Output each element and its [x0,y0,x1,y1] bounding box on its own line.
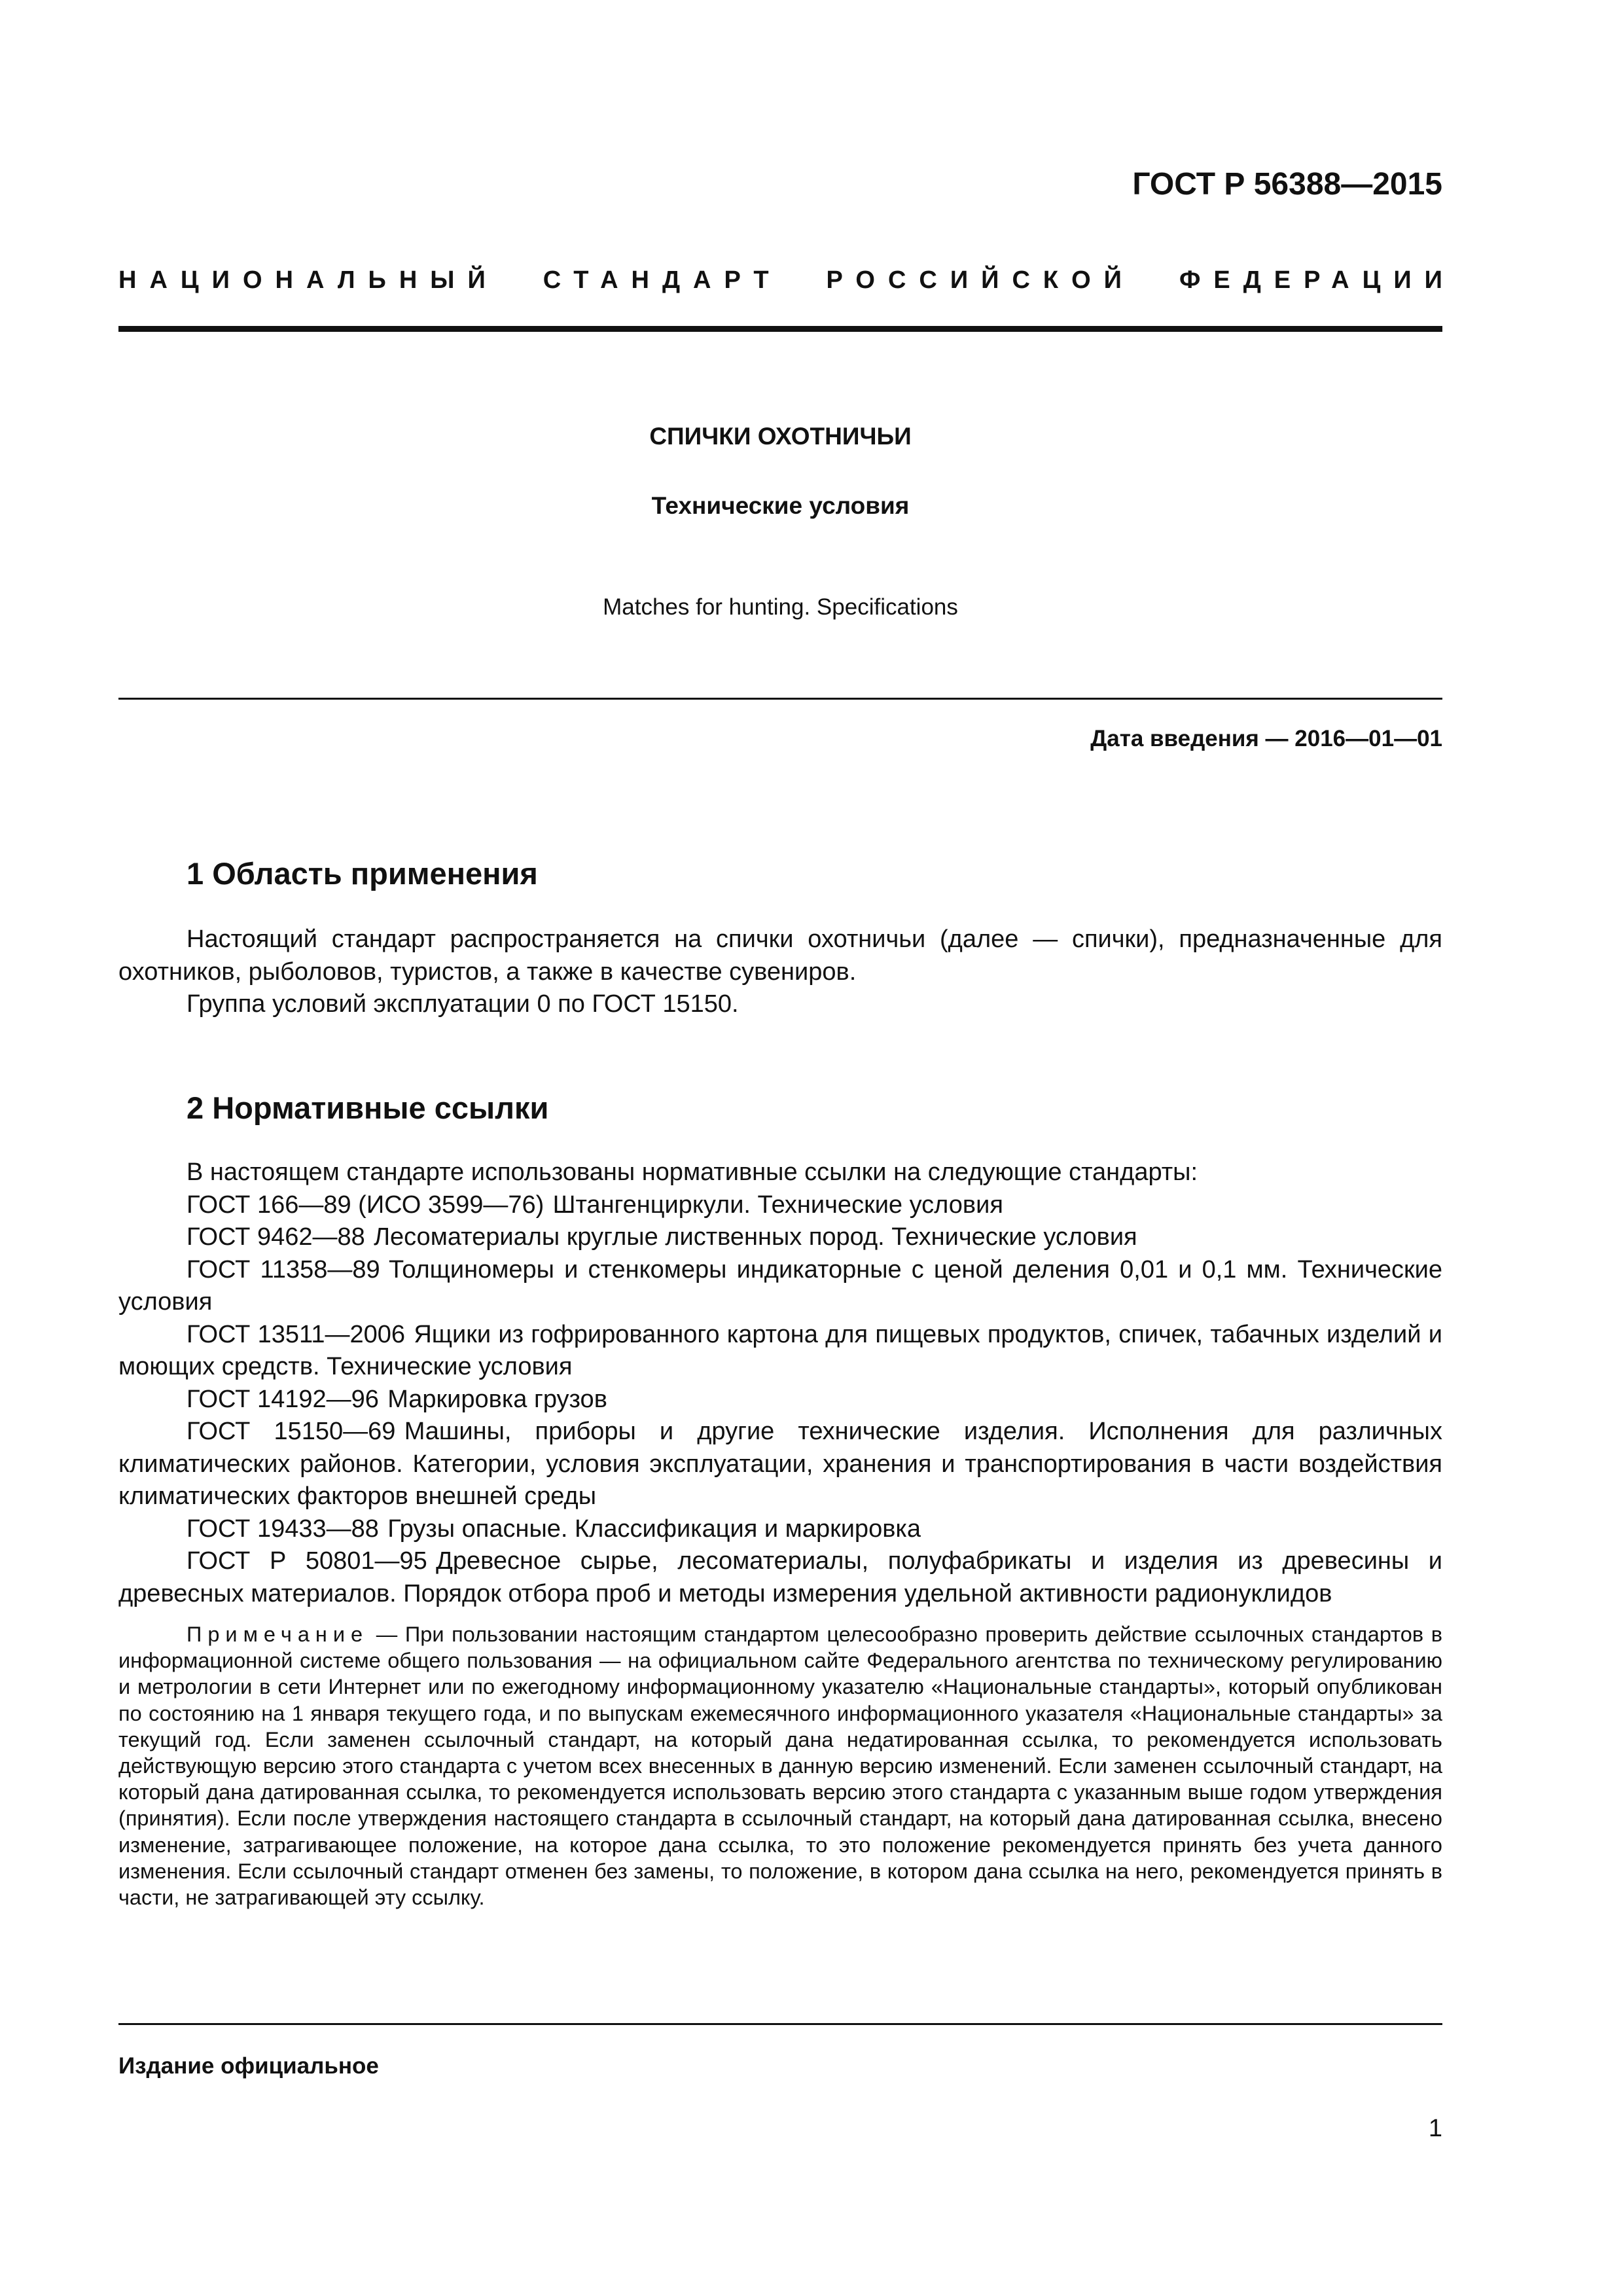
banner-word-4: ФЕДЕРАЦИИ [1179,266,1455,294]
reference-item [118,1254,1442,1319]
reference-item [118,1513,1442,1546]
section-1-body [118,924,1442,1021]
banner-word-1: НАЦИОНАЛЬНЫЙ [118,266,499,294]
header-divider [118,326,1442,332]
reference-code: ГОСТ 13511—2006 [187,1320,406,1348]
english-title: Matches for hunting. Specifications [603,594,958,620]
section-1-heading: 1 Область применения [187,856,538,891]
national-standard-banner [118,266,1455,295]
reference-code: ГОСТ 15150—69 [187,1418,396,1445]
edition-label: Издание официальное [118,2053,379,2079]
reference-code: ГОСТ 11358—89 [187,1255,380,1283]
reference-item [118,1221,1442,1254]
note-block [118,1621,1442,1910]
introduction-date: Дата введения — 2016—01—01 [1090,726,1442,751]
footer-divider [118,2023,1442,2025]
section-2-intro: В настоящем стандарте использованы нормативные ссылки на следующие стандарты: [187,1158,1198,1186]
note-text: — При пользовании настоящим стандартом целесообразно проверить действие ссылочных стандартов в информационной системе общего пользования — на официальном сайте Федерального агентства по техническому регулированию и метрологии в сети Интернет или по ежегодному информационному указателю «Национальные стандарты», который опубликован по состоянию на 1 января текущего года, и по выпускам ежемесячного информационного указателя «Национальные стандарты» за текущий год. Если заменен ссылочный стандарт, на который дана недатированная ссылка, то рекомендуется использовать действующую версию этого стандарта с учетом всех внесенных в данную версию изменений. Если заменен ссылочный стандарт, на который дана датированная ссылка, то рекомендуется использовать версию этого стандарта с указанным выше годом утверждения (принятия). Если после утверждения настоящего стандарта в ссылочный стандарт, на который дана датированная ссылка, внесено изменение, затрагивающее положение, на которое дана ссылка, то это положение рекомендуется принять без учета данного изменения. Если ссылочный стандарт отменен без замены, то положение, в котором дана ссылка на него, рекомендуется принять в части, не затрагивающей эту ссылку. [118,1623,1443,1910]
reference-code: ГОСТ 166—89 (ИСО 3599—76) [187,1191,544,1219]
reference-title: Маркировка грузов [387,1385,607,1413]
reference-item [118,1189,1442,1222]
reference-title: Лесоматериалы круглые лиственных пород. Технические условия [374,1223,1137,1251]
reference-item [118,1384,1442,1416]
document-subtitle: Технические условия [651,492,910,519]
reference-title: Машины, приборы и другие технические изделия. Исполнения для различных климатических районов. Категории, условия эксплуатации, хранения и транспортирования в части воздействия климатических факторов внешней среды [118,1418,1442,1510]
page-number: 1 [1428,2115,1442,2142]
banner-word-2: СТАНДАРТ [543,266,782,294]
reference-title: Древесное сырье, лесоматериалы, полуфабрикаты и изделия из древесины и древесных материалов. Порядок отбора проб и методы измерения удельной активности радионуклидов [118,1547,1442,1607]
reference-item [118,1545,1442,1610]
title-divider [118,698,1442,700]
reference-code: ГОСТ Р 50801—95 [187,1547,427,1575]
reference-title: Штангенциркули. Технические условия [552,1191,1003,1219]
note-paragraph [118,1621,1442,1910]
reference-item [118,1416,1442,1513]
section-1-paragraph: Настоящий стандарт распространяется на спички охотничьи (далее — спички), предназначенные для охотников, рыболовов, туристов, а также в качестве сувениров. [118,925,1442,986]
reference-code: ГОСТ 19433—88 [187,1515,379,1543]
reference-code: ГОСТ 9462—88 [187,1223,365,1251]
reference-item [118,1319,1442,1384]
document-title: СПИЧКИ ОХОТНИЧЬИ [649,423,912,450]
reference-code: ГОСТ 14192—96 [187,1385,379,1413]
section-1-paragraph: Группа условий эксплуатации 0 по ГОСТ 15150. [187,990,739,1018]
note-label: Примечание [187,1623,369,1646]
section-2-heading: 2 Нормативные ссылки [187,1090,549,1125]
section-2-body [118,1157,1442,1610]
reference-title: Ящики из гофрированного картона для пищевых продуктов, спичек, табачных изделий и моющих средств. Технические условия [118,1320,1442,1380]
banner-word-3: РОССИЙСКОЙ [826,266,1135,294]
document-code: ГОСТ Р 56388—2015 [1132,167,1442,202]
reference-title: Грузы опасные. Классификация и маркировка [387,1515,921,1543]
reference-title: Толщиномеры и стенкомеры индикаторные с ценой деления 0,01 и 0,1 мм. Технические условия [118,1255,1442,1316]
